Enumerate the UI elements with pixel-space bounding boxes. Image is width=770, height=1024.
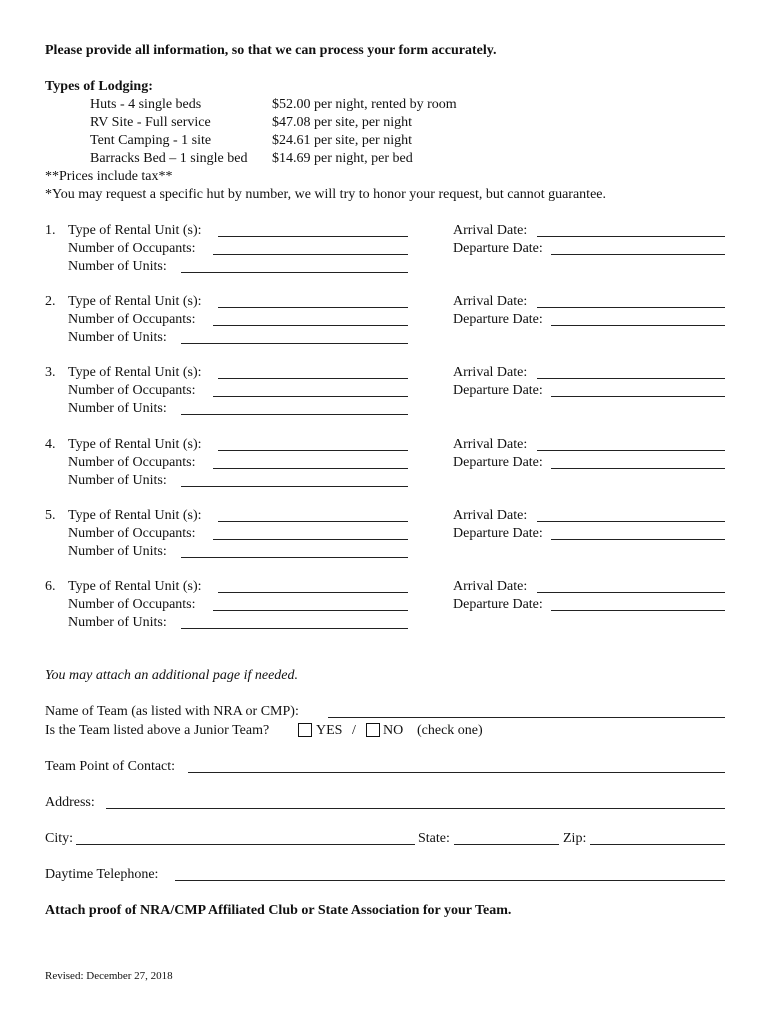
rental-type-label: Type of Rental Unit (s): bbox=[68, 508, 202, 523]
lodging-item-price: $47.08 per site, per night bbox=[272, 115, 412, 130]
state-input[interactable] bbox=[454, 828, 559, 845]
form-instruction: Please provide all information, so that we can process your form accurately. bbox=[45, 43, 497, 58]
units-label: Number of Units: bbox=[68, 473, 167, 488]
entry-number: 5. bbox=[45, 508, 56, 523]
revised-date: Revised: December 27, 2018 bbox=[45, 970, 173, 982]
team-name-label: Name of Team (as listed with NRA or CMP): bbox=[45, 704, 299, 719]
junior-yes-checkbox[interactable] bbox=[298, 723, 312, 737]
junior-team-question: Is the Team listed above a Junior Team? bbox=[45, 723, 270, 738]
phone-input[interactable] bbox=[175, 864, 725, 881]
zip-label: Zip: bbox=[563, 831, 587, 846]
rental-type-label: Type of Rental Unit (s): bbox=[68, 294, 202, 309]
departure-date-label: Departure Date: bbox=[453, 241, 543, 256]
rental-type-input[interactable] bbox=[218, 220, 408, 237]
rental-type-label: Type of Rental Unit (s): bbox=[68, 223, 202, 238]
arrival-date-input[interactable] bbox=[537, 220, 725, 237]
hut-request-note: *You may request a specific hut by number, we will try to honor your request, but cannot guarantee. bbox=[45, 187, 606, 202]
units-input[interactable] bbox=[181, 398, 408, 415]
units-label: Number of Units: bbox=[68, 259, 167, 274]
junior-yes-label: YES bbox=[316, 723, 343, 738]
departure-date-input[interactable] bbox=[551, 594, 725, 611]
entry-number: 4. bbox=[45, 437, 56, 452]
units-label: Number of Units: bbox=[68, 615, 167, 630]
occupants-input[interactable] bbox=[213, 238, 408, 255]
lodging-item-name: RV Site - Full service bbox=[90, 115, 211, 130]
occupants-input[interactable] bbox=[213, 452, 408, 469]
arrival-date-label: Arrival Date: bbox=[453, 437, 528, 452]
check-one-hint: (check one) bbox=[417, 723, 483, 738]
entry-number: 1. bbox=[45, 223, 56, 238]
lodging-item-price: $14.69 per night, per bed bbox=[272, 151, 413, 166]
departure-date-label: Departure Date: bbox=[453, 383, 543, 398]
tax-note: **Prices include tax** bbox=[45, 169, 173, 184]
departure-date-input[interactable] bbox=[551, 238, 725, 255]
occupants-input[interactable] bbox=[213, 523, 408, 540]
attach-page-note: You may attach an additional page if needed. bbox=[45, 668, 299, 683]
address-input[interactable] bbox=[106, 792, 725, 809]
rental-type-label: Type of Rental Unit (s): bbox=[68, 365, 202, 380]
phone-label: Daytime Telephone: bbox=[45, 867, 159, 882]
units-input[interactable] bbox=[181, 327, 408, 344]
rental-type-input[interactable] bbox=[218, 434, 408, 451]
rental-type-label: Type of Rental Unit (s): bbox=[68, 579, 202, 594]
arrival-date-input[interactable] bbox=[537, 362, 725, 379]
departure-date-label: Departure Date: bbox=[453, 526, 543, 541]
rental-type-input[interactable] bbox=[218, 505, 408, 522]
lodging-item-price: $24.61 per site, per night bbox=[272, 133, 412, 148]
occupants-label: Number of Occupants: bbox=[68, 597, 196, 612]
entry-number: 3. bbox=[45, 365, 56, 380]
junior-no-checkbox[interactable] bbox=[366, 723, 380, 737]
lodging-item-price: $52.00 per night, rented by room bbox=[272, 97, 457, 112]
departure-date-input[interactable] bbox=[551, 380, 725, 397]
contact-input[interactable] bbox=[188, 756, 725, 773]
zip-input[interactable] bbox=[590, 828, 725, 845]
units-label: Number of Units: bbox=[68, 401, 167, 416]
arrival-date-label: Arrival Date: bbox=[453, 508, 528, 523]
occupants-label: Number of Occupants: bbox=[68, 455, 196, 470]
contact-label: Team Point of Contact: bbox=[45, 759, 176, 774]
occupants-label: Number of Occupants: bbox=[68, 312, 196, 327]
departure-date-input[interactable] bbox=[551, 309, 725, 326]
rental-type-input[interactable] bbox=[218, 576, 408, 593]
units-input[interactable] bbox=[181, 256, 408, 273]
arrival-date-label: Arrival Date: bbox=[453, 294, 528, 309]
departure-date-input[interactable] bbox=[551, 452, 725, 469]
departure-date-label: Departure Date: bbox=[453, 312, 543, 327]
units-input[interactable] bbox=[181, 541, 408, 558]
lodging-item-name: Barracks Bed – 1 single bed bbox=[90, 151, 248, 166]
occupants-input[interactable] bbox=[213, 309, 408, 326]
units-input[interactable] bbox=[181, 612, 408, 629]
occupants-input[interactable] bbox=[213, 380, 408, 397]
entry-number: 6. bbox=[45, 579, 56, 594]
state-label: State: bbox=[418, 831, 450, 846]
city-label: City: bbox=[45, 831, 74, 846]
address-label: Address: bbox=[45, 795, 95, 810]
rental-type-label: Type of Rental Unit (s): bbox=[68, 437, 202, 452]
occupants-label: Number of Occupants: bbox=[68, 383, 196, 398]
yes-no-separator: / bbox=[352, 723, 356, 738]
arrival-date-label: Arrival Date: bbox=[453, 223, 528, 238]
junior-no-label: NO bbox=[383, 723, 404, 738]
city-input[interactable] bbox=[76, 828, 415, 845]
arrival-date-input[interactable] bbox=[537, 505, 725, 522]
arrival-date-input[interactable] bbox=[537, 434, 725, 451]
occupants-input[interactable] bbox=[213, 594, 408, 611]
occupants-label: Number of Occupants: bbox=[68, 526, 196, 541]
team-name-input[interactable] bbox=[328, 701, 725, 718]
departure-date-label: Departure Date: bbox=[453, 455, 543, 470]
units-input[interactable] bbox=[181, 470, 408, 487]
units-label: Number of Units: bbox=[68, 544, 167, 559]
rental-type-input[interactable] bbox=[218, 362, 408, 379]
arrival-date-input[interactable] bbox=[537, 291, 725, 308]
attach-proof-note: Attach proof of NRA/CMP Affiliated Club or State Association for your Team. bbox=[45, 903, 512, 918]
departure-date-input[interactable] bbox=[551, 523, 725, 540]
occupants-label: Number of Occupants: bbox=[68, 241, 196, 256]
departure-date-label: Departure Date: bbox=[453, 597, 543, 612]
arrival-date-label: Arrival Date: bbox=[453, 365, 528, 380]
lodging-item-name: Tent Camping - 1 site bbox=[90, 133, 212, 148]
entry-number: 2. bbox=[45, 294, 56, 309]
lodging-heading: Types of Lodging: bbox=[45, 79, 153, 94]
arrival-date-input[interactable] bbox=[537, 576, 725, 593]
arrival-date-label: Arrival Date: bbox=[453, 579, 528, 594]
rental-type-input[interactable] bbox=[218, 291, 408, 308]
lodging-item-name: Huts - 4 single beds bbox=[90, 97, 202, 112]
units-label: Number of Units: bbox=[68, 330, 167, 345]
